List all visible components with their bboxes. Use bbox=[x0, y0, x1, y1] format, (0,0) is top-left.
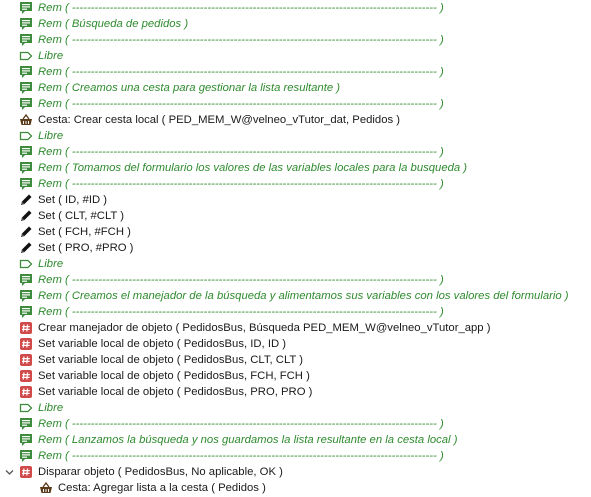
line-text: Rem ( Lanzamos la búsqueda y nos guardamos la lista resultante en la cesta local ) bbox=[38, 434, 458, 446]
line-text: Rem ( ------------------------------------------------------------------------------------------------- ) bbox=[38, 418, 444, 430]
comment-icon bbox=[18, 176, 34, 192]
command-line[interactable] bbox=[6, 384, 312, 400]
line-text: Set ( CLT, #CLT ) bbox=[38, 210, 125, 222]
label-icon bbox=[18, 128, 34, 144]
pencil-icon bbox=[18, 208, 34, 224]
object-icon bbox=[18, 464, 34, 480]
line-text: Set variable local de objeto ( PedidosBus, FCH, FCH ) bbox=[38, 370, 310, 382]
label-icon bbox=[18, 48, 34, 64]
rem-line[interactable] bbox=[6, 0, 444, 16]
command-line[interactable] bbox=[6, 240, 133, 256]
comment-icon bbox=[18, 160, 34, 176]
line-text: Cesta: Crear cesta local ( PED_MEM_W@velneo_vTutor_dat, Pedidos ) bbox=[38, 114, 401, 126]
comment-icon bbox=[18, 304, 34, 320]
chevron-down-icon[interactable] bbox=[0, 468, 18, 477]
line-text: Rem ( ------------------------------------------------------------------------------------------------- ) bbox=[38, 450, 444, 462]
line-text: Crear manejador de objeto ( PedidosBus, Búsqueda PED_MEM_W@velneo_vTutor_app ) bbox=[38, 322, 491, 334]
rem-line[interactable] bbox=[6, 448, 444, 464]
libre-line[interactable] bbox=[6, 256, 63, 272]
line-text: Rem ( ------------------------------------------------------------------------------------------------- ) bbox=[38, 98, 444, 110]
object-icon bbox=[18, 320, 34, 336]
comment-icon bbox=[18, 432, 34, 448]
line-text: Rem ( ------------------------------------------------------------------------------------------------- ) bbox=[38, 306, 444, 318]
libre-line[interactable] bbox=[6, 48, 63, 64]
rem-line[interactable] bbox=[6, 160, 467, 176]
comment-icon bbox=[18, 16, 34, 32]
basket-icon bbox=[18, 112, 34, 128]
command-line[interactable] bbox=[6, 352, 303, 368]
rem-line[interactable] bbox=[6, 176, 444, 192]
line-text: Rem ( ------------------------------------------------------------------------------------------------- ) bbox=[38, 146, 444, 158]
pencil-icon bbox=[18, 224, 34, 240]
object-icon bbox=[18, 384, 34, 400]
comment-icon bbox=[18, 32, 34, 48]
comment-icon bbox=[18, 448, 34, 464]
comment-icon bbox=[18, 144, 34, 160]
line-text: Set ( PRO, #PRO ) bbox=[38, 242, 134, 254]
command-line[interactable] bbox=[6, 192, 107, 208]
rem-line[interactable] bbox=[6, 432, 457, 448]
line-text: Libre bbox=[38, 402, 64, 414]
line-text: Set ( FCH, #FCH ) bbox=[38, 226, 131, 238]
basket-icon bbox=[38, 480, 54, 496]
line-text: Rem ( Búsqueda de pedidos ) bbox=[38, 18, 189, 30]
rem-line[interactable] bbox=[6, 288, 569, 304]
label-icon bbox=[18, 256, 34, 272]
rem-line[interactable] bbox=[6, 272, 444, 288]
command-line[interactable] bbox=[0, 464, 283, 480]
object-icon bbox=[18, 336, 34, 352]
comment-icon bbox=[18, 416, 34, 432]
command-line[interactable] bbox=[6, 112, 400, 128]
rem-line[interactable] bbox=[6, 16, 188, 32]
line-text: Libre bbox=[38, 258, 64, 270]
line-text: Set variable local de objeto ( PedidosBus, CLT, CLT ) bbox=[38, 354, 303, 366]
rem-line[interactable] bbox=[6, 64, 444, 80]
line-text: Rem ( ------------------------------------------------------------------------------------------------- ) bbox=[38, 178, 444, 190]
command-line[interactable] bbox=[6, 208, 124, 224]
line-text: Rem ( Creamos el manejador de la búsqueda y alimentamos sus variables con los valores del formulario ) bbox=[38, 290, 569, 302]
line-text: Rem ( Tomamos del formulario los valores de las variables locales para la busqueda ) bbox=[38, 162, 468, 174]
libre-line[interactable] bbox=[6, 128, 63, 144]
comment-icon bbox=[18, 96, 34, 112]
line-text: Set variable local de objeto ( PedidosBus, PRO, PRO ) bbox=[38, 386, 313, 398]
line-text: Set ( ID, #ID ) bbox=[38, 194, 108, 206]
object-icon bbox=[18, 368, 34, 384]
pencil-icon bbox=[18, 240, 34, 256]
comment-icon bbox=[18, 80, 34, 96]
command-line[interactable] bbox=[6, 336, 286, 352]
command-line[interactable] bbox=[6, 320, 491, 336]
rem-line[interactable] bbox=[6, 304, 444, 320]
libre-line[interactable] bbox=[6, 400, 63, 416]
line-text: Rem ( ------------------------------------------------------------------------------------------------- ) bbox=[38, 274, 444, 286]
line-text: Set variable local de objeto ( PedidosBus, ID, ID ) bbox=[38, 338, 287, 350]
rem-line[interactable] bbox=[6, 32, 444, 48]
rem-line[interactable] bbox=[6, 80, 340, 96]
rem-line[interactable] bbox=[6, 96, 444, 112]
line-text: Rem ( ------------------------------------------------------------------------------------------------- ) bbox=[38, 2, 444, 14]
command-line[interactable] bbox=[6, 224, 131, 240]
rem-line[interactable] bbox=[6, 144, 444, 160]
pencil-icon bbox=[18, 192, 34, 208]
label-icon bbox=[18, 400, 34, 416]
command-line[interactable] bbox=[6, 368, 310, 384]
comment-icon bbox=[18, 288, 34, 304]
line-text: Cesta: Agregar lista a la cesta ( Pedidos ) bbox=[58, 482, 266, 494]
line-text: Rem ( ------------------------------------------------------------------------------------------------- ) bbox=[38, 66, 444, 78]
line-text: Rem ( Creamos una cesta para gestionar la lista resultante ) bbox=[38, 82, 341, 94]
comment-icon bbox=[18, 272, 34, 288]
line-text: Libre bbox=[38, 130, 64, 142]
command-line[interactable] bbox=[26, 480, 266, 496]
comment-icon bbox=[18, 0, 34, 16]
line-text: Rem ( ------------------------------------------------------------------------------------------------- ) bbox=[38, 34, 444, 46]
line-text: Disparar objeto ( PedidosBus, No aplicable, OK ) bbox=[38, 466, 283, 478]
object-icon bbox=[18, 352, 34, 368]
line-text: Libre bbox=[38, 50, 64, 62]
rem-line[interactable] bbox=[6, 416, 444, 432]
comment-icon bbox=[18, 64, 34, 80]
